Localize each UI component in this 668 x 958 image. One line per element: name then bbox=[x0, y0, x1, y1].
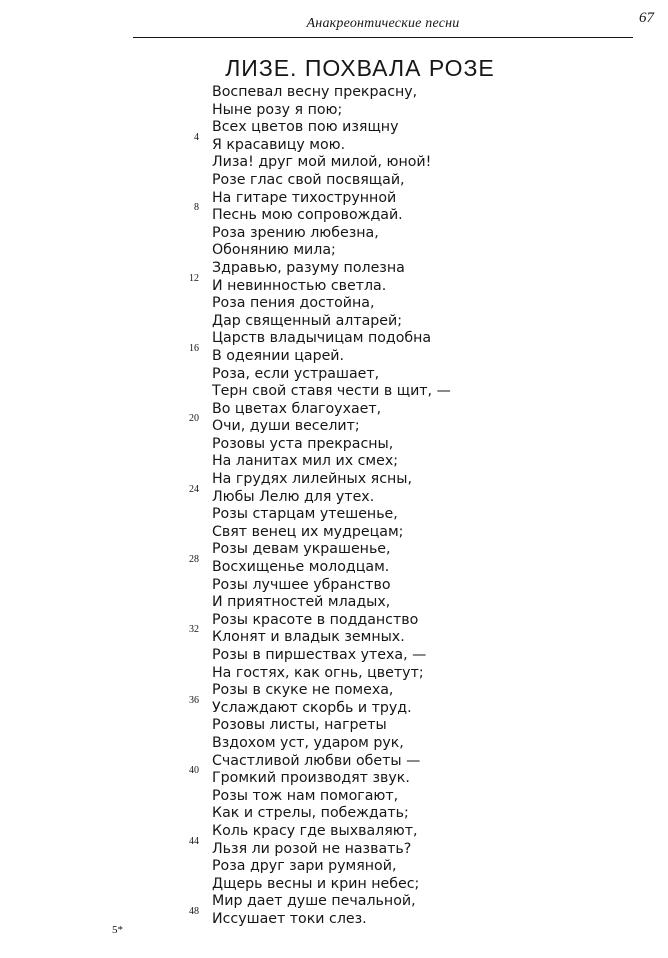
page-header bbox=[133, 8, 666, 34]
verse-line bbox=[212, 172, 652, 190]
verse-line bbox=[212, 682, 652, 700]
verse-line-text: Дщерь весны и крин небес; bbox=[212, 875, 420, 892]
verse-line bbox=[212, 753, 652, 771]
verse-line bbox=[212, 242, 652, 260]
verse-line bbox=[212, 788, 652, 806]
verse-line bbox=[189, 272, 652, 296]
verse-line bbox=[212, 594, 652, 612]
verse-line-text: На гитаре тихострунной bbox=[212, 189, 397, 206]
line-number: 48 bbox=[189, 905, 199, 917]
verse-line bbox=[212, 717, 652, 735]
running-title: Анакреонтические песни bbox=[306, 16, 460, 31]
verse-line bbox=[212, 119, 652, 137]
verse-line bbox=[212, 190, 652, 208]
verse-line bbox=[212, 823, 652, 841]
verse-line-text: Розе глас свой посвящай, bbox=[212, 171, 405, 188]
verse-line bbox=[212, 524, 652, 542]
verse-line-text: Терн свой ставя чести в щит, — bbox=[212, 383, 451, 400]
verse-line bbox=[212, 383, 652, 401]
verse-line bbox=[189, 413, 652, 436]
page-number: 67 bbox=[639, 10, 654, 26]
line-number: 12 bbox=[189, 272, 199, 284]
verse-line-text: Услаждают скорбь и труд. bbox=[212, 699, 412, 716]
verse-line-text: Коль красу где выхваляют, bbox=[212, 822, 418, 839]
verse-line bbox=[189, 905, 652, 929]
verse-line-text: Клонят и владык земных. bbox=[212, 629, 405, 646]
verse-line bbox=[189, 483, 652, 507]
verse-line-text: Розовы листы, нагреты bbox=[212, 717, 387, 734]
verse-line-text: Как и стрелы, побеждать; bbox=[212, 805, 409, 822]
verse-line-text: Всех цветов пою изящну bbox=[212, 119, 399, 136]
verse-line bbox=[189, 342, 652, 366]
verse-line bbox=[212, 541, 652, 559]
verse-line-text: На гостях, как огнь, цветут; bbox=[212, 664, 424, 681]
line-number: 4 bbox=[194, 131, 199, 143]
verse-line bbox=[212, 612, 652, 630]
verse-line-text: Ныне розу я пою; bbox=[212, 101, 343, 118]
poem-title: ЛИЗЕ. ПОХВАЛА РОЗЕ bbox=[225, 55, 495, 81]
verse-line bbox=[189, 554, 652, 577]
line-number: 40 bbox=[189, 765, 199, 777]
verse-line bbox=[212, 102, 652, 120]
verse-line-text: И невинностью светла. bbox=[212, 277, 387, 294]
verse-line-text: Свят венец их мудрецам; bbox=[212, 523, 404, 540]
line-number: 44 bbox=[189, 835, 199, 847]
verse-line-text: Здравью, разуму полезна bbox=[212, 259, 405, 276]
verse-line bbox=[189, 624, 652, 647]
verse-line bbox=[212, 154, 652, 172]
verse-line-text: Розы красоте в подданство bbox=[212, 611, 419, 628]
verse-line-text: И приятностей младых, bbox=[212, 594, 391, 611]
line-number: 32 bbox=[189, 624, 199, 636]
verse-line-text: Розы в пиршествах утеха, — bbox=[212, 647, 427, 663]
line-number: 28 bbox=[189, 554, 199, 566]
poem-verse bbox=[189, 84, 652, 929]
verse-line bbox=[194, 202, 652, 225]
verse-line-text: Роза, если устрашает, bbox=[212, 365, 380, 382]
verse-line-text: Песнь мою сопровождай. bbox=[212, 207, 403, 224]
verse-line-text: Розы лучшее убранство bbox=[212, 576, 391, 593]
verse-line-text: Воспевал весну прекрасну, bbox=[212, 84, 418, 100]
verse-line bbox=[212, 471, 652, 489]
verse-line bbox=[212, 577, 652, 595]
verse-line-text: Обонянию мила; bbox=[212, 242, 336, 259]
verse-line-text: Вздохом уст, ударом рук, bbox=[212, 734, 404, 751]
verse-line-text: Розы тож нам помогают, bbox=[212, 787, 399, 804]
verse-line-text: Розы в скуке не помеха, bbox=[212, 682, 394, 699]
verse-line-text: Громкий производят звук. bbox=[212, 770, 410, 787]
verse-line bbox=[212, 401, 652, 419]
printer-signature-mark: 5* bbox=[112, 924, 123, 936]
verse-line bbox=[212, 665, 652, 683]
verse-line bbox=[212, 876, 652, 894]
verse-line-text: Мир дает душе печальной, bbox=[212, 893, 416, 910]
verse-line-text: Очи, души веселит; bbox=[212, 418, 360, 435]
verse-line-text: Я красавицу мою. bbox=[212, 136, 346, 153]
verse-line bbox=[189, 765, 652, 788]
verse-line-text: Восхищенье молодцам. bbox=[212, 559, 390, 576]
verse-line-text: На ланитах мил их смех; bbox=[212, 453, 399, 470]
verse-line bbox=[194, 131, 652, 155]
line-number: 20 bbox=[189, 413, 199, 425]
verse-line bbox=[189, 835, 652, 859]
verse-line-text: Льзя ли розой не назвать? bbox=[212, 840, 412, 857]
verse-line bbox=[212, 858, 652, 876]
verse-line-text: Роза друг зари румяной, bbox=[212, 858, 397, 875]
verse-line-text: Царств владычицам подобна bbox=[212, 330, 432, 347]
verse-line-text: Роза пения достойна, bbox=[212, 295, 375, 312]
verse-line bbox=[212, 647, 652, 665]
verse-line bbox=[212, 735, 652, 753]
verse-line bbox=[212, 366, 652, 384]
verse-line-text: Дар священный алтарей; bbox=[212, 312, 403, 329]
verse-line bbox=[212, 506, 652, 524]
verse-line-text: Розовы уста прекрасны, bbox=[212, 435, 394, 452]
verse-line bbox=[212, 313, 652, 331]
verse-line bbox=[212, 893, 652, 911]
verse-line bbox=[212, 295, 652, 313]
line-number: 16 bbox=[189, 342, 199, 354]
verse-line-text: Лиза! друг мой милой, юной! bbox=[212, 154, 432, 171]
verse-line-text: Розы девам украшенье, bbox=[212, 541, 391, 558]
line-number: 8 bbox=[194, 202, 199, 214]
header-rule bbox=[133, 37, 633, 38]
verse-line bbox=[212, 330, 652, 348]
verse-line-text: Любы Лелю для утех. bbox=[212, 488, 375, 505]
verse-line-text: Во цветах благоухает, bbox=[212, 400, 382, 417]
verse-line bbox=[212, 805, 652, 823]
verse-line bbox=[212, 436, 652, 454]
verse-line-text: В одеянии царей. bbox=[212, 347, 345, 364]
verse-line-text: На грудях лилейных ясны, bbox=[212, 471, 412, 488]
line-number: 36 bbox=[189, 694, 199, 706]
verse-line-text: Роза зрению любезна, bbox=[212, 224, 379, 241]
verse-line-text: Счастливой любви обеты — bbox=[212, 752, 421, 769]
verse-line-text: Иссушает токи слез. bbox=[212, 910, 367, 927]
verse-line bbox=[189, 694, 652, 718]
verse-line bbox=[212, 84, 652, 102]
verse-line bbox=[212, 453, 652, 471]
line-number: 24 bbox=[189, 483, 199, 495]
verse-line-text: Розы старцам утешенье, bbox=[212, 506, 398, 523]
verse-line bbox=[212, 225, 652, 243]
verse-line bbox=[212, 260, 652, 278]
